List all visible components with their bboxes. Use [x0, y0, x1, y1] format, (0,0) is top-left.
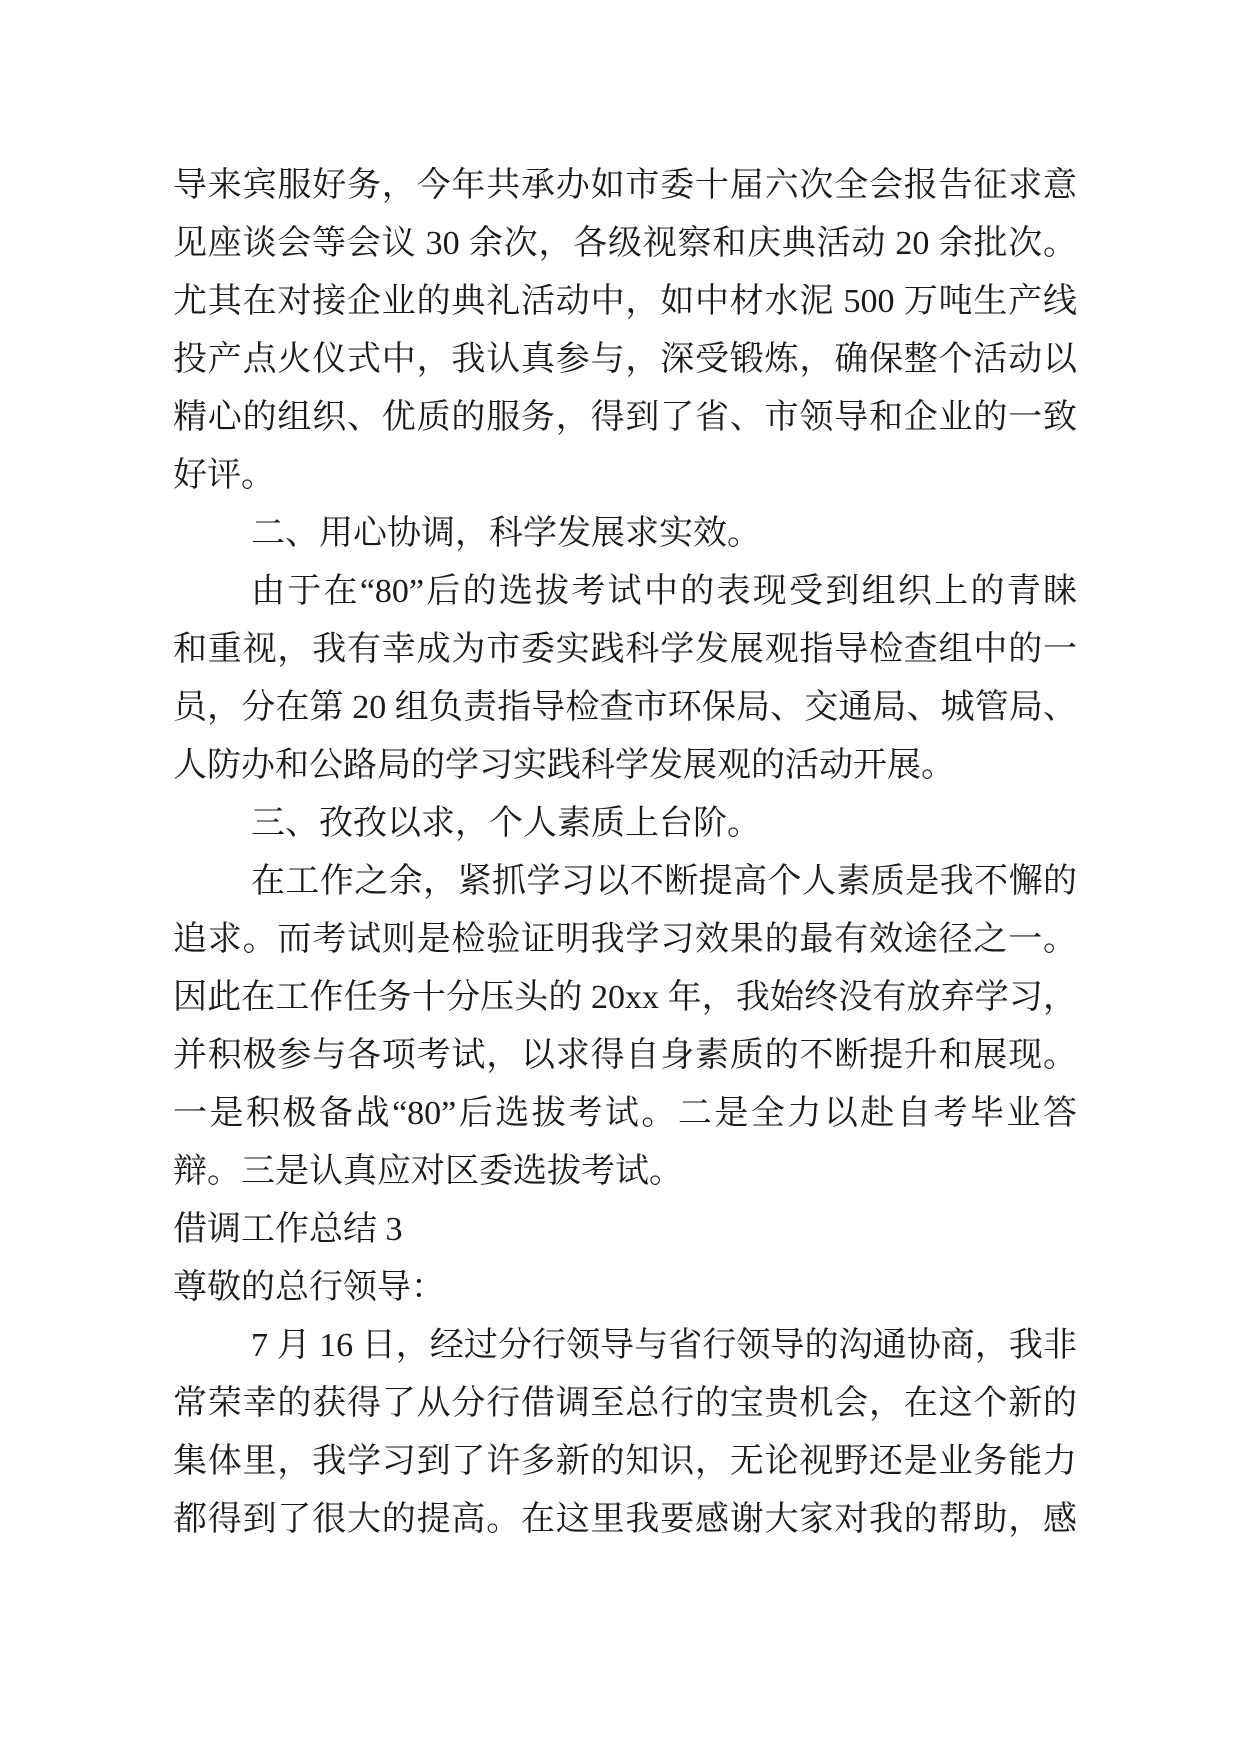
text-line: 追求。而考试则是检验证明我学习效果的最有效途径之一。 — [173, 921, 1077, 958]
text-line: 尤其在对接企业的典礼活动中，如中材水泥 500 万吨生产线 — [173, 283, 1077, 320]
text-line: 导来宾服好务，今年共承办如市委十届六次全会报告征求意 — [173, 167, 1077, 204]
text-line: 三、孜孜以求，个人素质上台阶。 — [251, 805, 761, 842]
text-line: 7 月 16 日，经过分行领导与省行领导的沟通协商，我非 — [251, 1327, 1077, 1364]
text-line: 辩。三是认真应对区委选拔考试。 — [173, 1153, 683, 1190]
text-line: 精心的组织、优质的服务，得到了省、市领导和企业的一致 — [173, 399, 1077, 436]
text-line: 尊敬的总行领导： — [173, 1269, 445, 1306]
document-body — [173, 157, 1077, 1549]
text-line: 常荣幸的获得了从分行借调至总行的宝贵机会，在这个新的 — [173, 1385, 1077, 1422]
text-line: 都得到了很大的提高。在这里我要感谢大家对我的帮助，感 — [173, 1501, 1077, 1538]
text-line: 员，分在第 20 组负责指导检查市环保局、交通局、城管局、 — [173, 689, 1077, 726]
text-line: 和重视，我有幸成为市委实践科学发展观指导检查组中的一 — [173, 631, 1077, 668]
text-line: 一是积极备战“80”后选拔考试。二是全力以赴自考毕业答 — [173, 1095, 1077, 1132]
text-line: 借调工作总结 3 — [173, 1211, 403, 1248]
text-line: 二、用心协调，科学发展求实效。 — [251, 515, 761, 552]
text-line: 在工作之余，紧抓学习以不断提高个人素质是我不懈的 — [251, 863, 1077, 900]
text-line: 见座谈会等会议 30 余次，各级视察和庆典活动 20 余批次。 — [173, 225, 1077, 262]
text-line: 由于在“80”后的选拔考试中的表现受到组织上的青睐 — [251, 573, 1077, 610]
text-line: 投产点火仪式中，我认真参与，深受锻炼，确保整个活动以 — [173, 341, 1077, 378]
text-line: 并积极参与各项考试，以求得自身素质的不断提升和展现。 — [173, 1037, 1077, 1074]
text-line: 集体里，我学习到了许多新的知识，无论视野还是业务能力 — [173, 1443, 1077, 1480]
text-line: 因此在工作任务十分压头的 20xx 年，我始终没有放弃学习， — [173, 979, 1077, 1016]
text-line: 好评。 — [173, 457, 275, 494]
text-line: 人防办和公路局的学习实践科学发展观的活动开展。 — [173, 747, 955, 784]
